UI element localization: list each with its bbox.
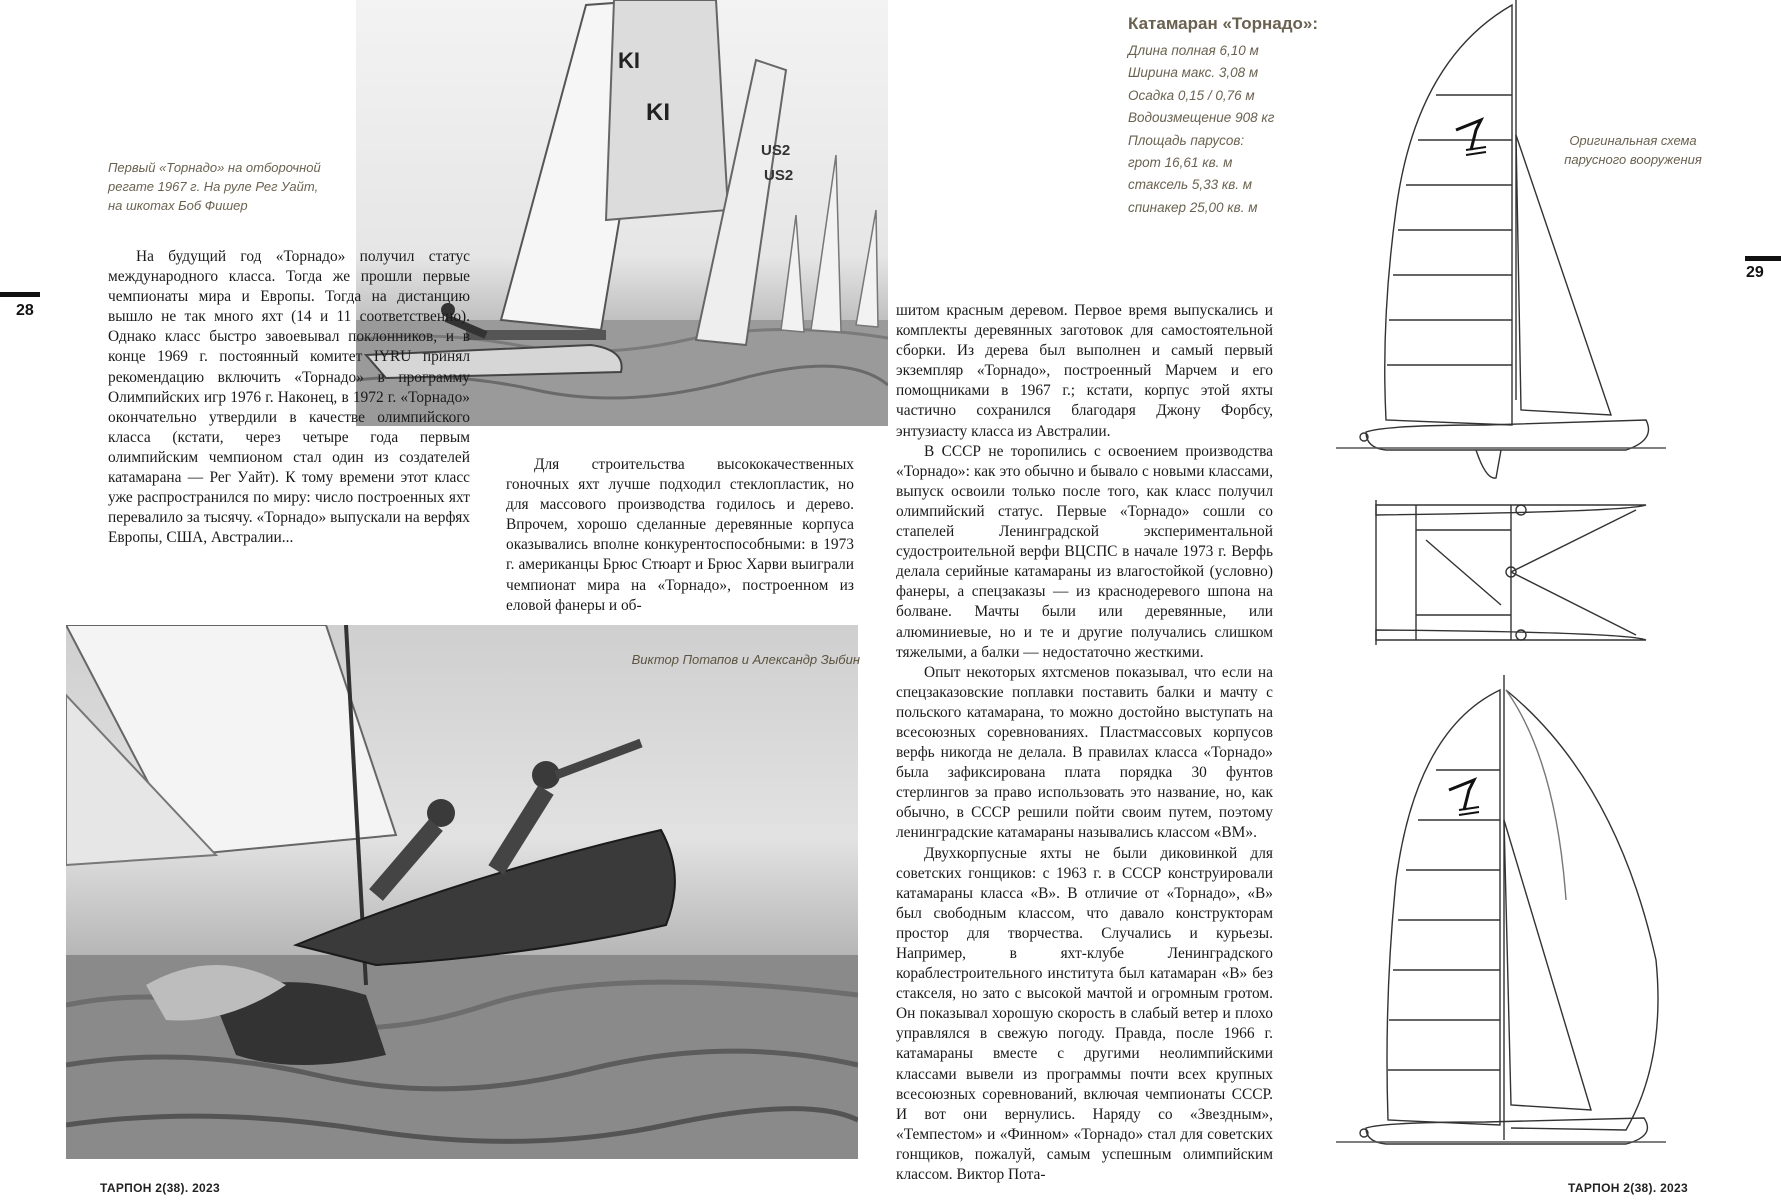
paragraph: В СССР не торопились с освоением производства «Торнадо»: как это обычно и бывало с новыми классами, выпуск освоили только после того, как класс получил олимпийский статус. Первые «Торнадо» сошли со стапелей Ленинградской экспериментальной судостроительной верфи ВЦСПС в начале 1973 г. Верфь делала серийные катамараны из влагостойкой (условно) фанеры, а спецзаказы — из краснодеревого шпона на болване. Мачты были или деревянные, или алюминиевые, но и те и другие получались слишком тяжелыми, а балки — недостаточно жесткими. <box>896 442 1273 661</box>
photo1-sail-number-3: US2 <box>761 142 791 159</box>
paragraph: шитом красным деревом. Первое время выпускались и комплекты деревянных заготовок для самостоятельной сборки. Из дерева был выполнен и самый первый экземпляр «Торнадо», построенный Марчем и его помощниками в 1967 г.; кстати, корпус этой яхты частично сохранился благодаря Джону Форбсу, энтузиасту класса из Австралии. <box>896 302 1273 440</box>
spec-mainsail: грот 16,61 кв. м <box>1128 155 1233 171</box>
photo1-caption: Первый «Торнадо» на отборочной регате 1967 г. На руле Рег Уайт, на шкотах Боб Фишер <box>108 160 321 213</box>
photo1-sail-number-2: KI <box>646 99 670 126</box>
sail-plan-diagram <box>1326 0 1666 1170</box>
photo1-sail-number-1: KI <box>618 48 640 73</box>
footer-right: ТАРПОН 2(38). 2023 <box>1568 1181 1688 1195</box>
side-view-jib <box>1385 0 1611 425</box>
spec-length: Длина полная 6,10 м <box>1128 43 1259 58</box>
spec-spinnaker: спинакер 25,00 кв. м <box>1128 199 1258 215</box>
photo-potapov-zybin <box>66 625 858 1159</box>
paragraph: Двухкорпусные яхты не были диковинкой для советских гонщиков: с 1963 г. в СССР конструировали катамараны класса «В». В отличие от «Торнадо», «В» был свободным классом, что давало конструкторам простор для творчества. Случались и курьезы. Например, в яхт-клубе Ленинградского кораблестроительного института был катамаран «В» без стакселя, но зато с высокой мачтой и огромным гротом. Он показывал хорошую скорость в слабый ветер и плохо управлялся в свежую погоду. Правда, после 1966 г. катамараны вместе с другими неолимпийскими классами вывели из программы почти всех крупных всесоюзных соревнований, включая чемпионаты СССР. И вот они вернулись. Наряду со «Звездным», «Темпестом» и «Финном» «Торнадо» стал для советских гонщиков, пожалуй, самым успешным олимпийским классом. Виктор Пота- <box>896 844 1273 1184</box>
paragraph: Для строительства высококачественных гоночных яхт лучше подходил стеклопластик, но для массового производства годилось и дерево. Впрочем, хорошо сделанные деревянные корпуса оказывались вполне конкурентоспособными: в 1973 г. американцы Брюс Стюарт и Брюс Харви выиграли чемпионат мира на «Торнадо», построенном из еловой фанеры и об- <box>506 456 854 614</box>
spec-sail-area-label: Площадь парусов: <box>1128 132 1245 148</box>
photo1-sail-number-4: US2 <box>764 167 794 184</box>
tornado-specs <box>1128 14 1348 219</box>
diagram-caption: Оригинальная схема парусного вооружения <box>1564 133 1702 167</box>
side-view-hull <box>1336 420 1666 478</box>
paragraph: Опыт некоторых яхтсменов показывал, что если на спецзаказовские поплавки поставить балки и мачту с польского катамарана, то можно достойно выступать на всесоюзных соревнованиях. Пластмассовых корпусов верфь никогда не делала. В правилах класса «Торнадо» была зафиксирована плата порядка 30 фунтов стерлингов за право использовать это название, но, как обычно, в СССР решили пойти своим путем, поэтому ленинградские катамараны назывались классом «ВМ». <box>896 663 1273 842</box>
page-number-bar-right <box>1745 256 1781 261</box>
page-number-bar-left <box>0 292 40 297</box>
page-number-right: 29 <box>1746 264 1764 281</box>
top-view-catamaran <box>1376 500 1646 645</box>
side-view-spinnaker <box>1336 675 1666 1144</box>
paragraph: На будущий год «Торнадо» получил статус международного класса. Тогда же прошли первые чемпионаты мира и Европы. Тогда на дистанцию вышло не так много яхт (14 и 11 соответственно). Однако класс быстро завоевывал поклонников, и в конце 1969 г. постоянный комитет IYRU принял рекомендацию включить «Торнадо» в программу Олимпийских игр 1976 г. Наконец, в 1972 г. «Торнадо» окончательно утвердили в качестве олимпийского класса (кстати, через четыре года первым олимпийским чемпионом стал один из создателей катамарана — Рег Уайт). К тому времени этот класс уже распространился по миру: число построенных яхт перевалило за тысячу. «Торнадо» выпускали на верфях Европы, США, Австралии... <box>108 248 470 547</box>
page-number-left: 28 <box>16 302 34 319</box>
footer-left: ТАРПОН 2(38). 2023 <box>100 1181 220 1195</box>
spec-draft: Осадка 0,15 / 0,76 м <box>1128 87 1255 103</box>
spec-jib: стаксель 5,33 кв. м <box>1128 177 1253 193</box>
spec-beam: Ширина макс. 3,08 м <box>1128 65 1259 81</box>
right-column-text <box>896 301 1273 1185</box>
photo2-caption: Виктор Потапов и Александр Зыбин <box>631 652 860 667</box>
left-column-2-text <box>506 455 854 616</box>
specs-title: Катамаран «Торнадо»: <box>1128 14 1319 33</box>
spec-displacement: Водоизмещение 908 кг <box>1128 110 1275 126</box>
left-column-1-text <box>108 247 470 548</box>
photo2-illustration <box>66 625 858 1159</box>
